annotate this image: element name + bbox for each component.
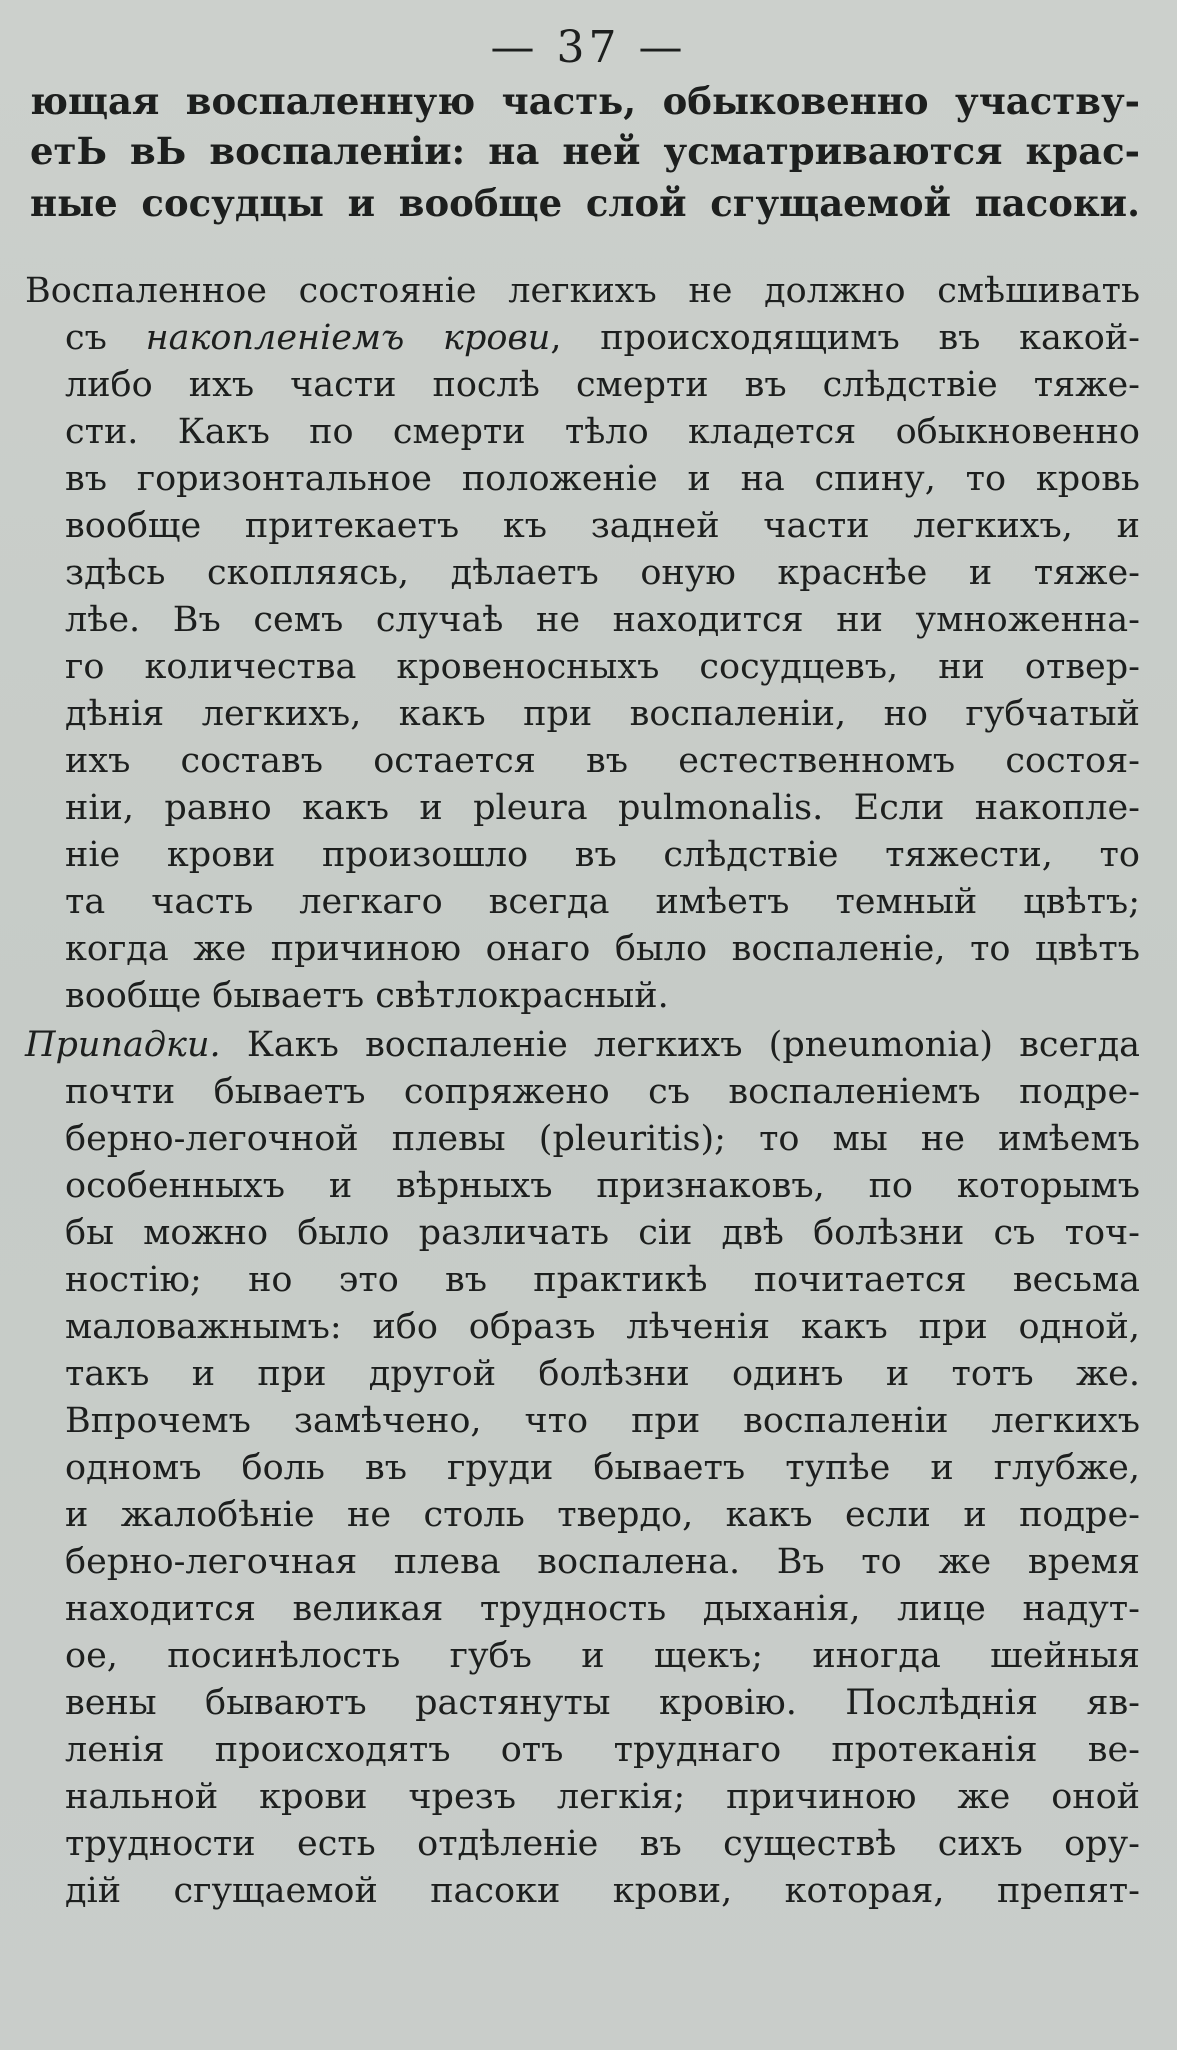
paragraph-lead-line: Воспаленное состояніе легкихъ не должно смѣшивать: [25, 271, 1140, 311]
text-line: и жалобѣніе не столь твердо, какъ если и подре-: [65, 1495, 1140, 1535]
text-line: берно-легочная плева воспалена. Въ то же время: [65, 1542, 1140, 1582]
text-line: ленія происходятъ отъ труднаго протеканія ве-: [65, 1730, 1140, 1770]
text-line: такъ и при другой болѣзни одинъ и тотъ же.: [65, 1354, 1140, 1394]
paragraph-lead-line: Припадки. Какъ воспаленіе легкихъ (pneumonia) всегда: [25, 1025, 1140, 1065]
text-line: сти. Какъ по смерти тѣло кладется обыкновенно: [65, 412, 1140, 452]
text-line: маловажнымъ: ибо образъ лѣченія какъ при одной,: [65, 1307, 1140, 1347]
text-line: особенныхъ и вѣрныхъ признаковъ, по которымъ: [65, 1166, 1140, 1206]
text-line: ющая воспаленную часть, обыковенно участву-: [30, 79, 1140, 123]
text-line: дій сгущаемой пасоки крови, которая, препят-: [65, 1871, 1140, 1911]
text-line: ніе крови произошло въ слѣдствіе тяжести, то: [65, 835, 1140, 875]
text-line: здѣсь скопляясь, дѣлаетъ оную краснѣе и тяже-: [65, 553, 1140, 593]
text-line: етЬ вЬ воспаленіи: на ней усматриваются крас-: [30, 129, 1140, 173]
emphasis-term: накопленіемъ крови: [145, 318, 551, 358]
text-line: почти бываетъ сопряжено съ воспаленіемъ подре-: [65, 1072, 1140, 1112]
text-line: та часть легкаго всегда имѣетъ темный цвѣтъ;: [65, 882, 1140, 922]
section-heading: Припадки.: [25, 1025, 221, 1065]
text-line: трудности есть отдѣленіе въ существѣ сихъ ору-: [65, 1824, 1140, 1864]
text-line: го количества кровеносныхъ сосудцевъ, ни отвер-: [65, 647, 1140, 687]
text-line: Впрочемъ замѣчено, что при воспаленіи легкихъ: [65, 1401, 1140, 1441]
text-line: либо ихъ части послѣ смерти въ слѣдствіе тяже-: [65, 365, 1140, 405]
page-number: — 37 —: [490, 22, 687, 73]
text-line: ные сосудцы и вообще слой сгущаемой пасоки.: [30, 181, 1140, 225]
text-line: бы можно было различать сіи двѣ болѣзни съ точ-: [65, 1213, 1140, 1253]
text-line: вены бываютъ растянуты кровію. Послѣднія яв-: [65, 1683, 1140, 1723]
text-line: находится великая трудность дыханія, лице надут-: [65, 1589, 1140, 1629]
text-line: вообще притекаетъ къ задней части легкихъ, и: [65, 506, 1140, 546]
text-line: ое, посинѣлость губъ и щекъ; иногда шейныя: [65, 1636, 1140, 1676]
text-line: ихъ составъ остается въ естественномъ состоя-: [65, 741, 1140, 781]
text-line: вообще бываетъ свѣтлокрасный.: [65, 976, 669, 1016]
text-line: одномъ боль въ груди бываетъ тупѣе и глубже,: [65, 1448, 1140, 1488]
text-line: лѣе. Въ семъ случаѣ не находится ни умноженна-: [65, 600, 1140, 640]
text-line: нальной крови чрезъ легкія; причиною же оной: [65, 1777, 1140, 1817]
text-line: дѣнія легкихъ, какъ при воспаленіи, но губчатый: [65, 694, 1140, 734]
text-line: когда же причиною онаго было воспаленіе, то цвѣтъ: [65, 929, 1140, 969]
text-line: ніи, равно какъ и pleura pulmonalis. Если накопле-: [65, 788, 1140, 828]
text-line: берно-легочной плевы (pleuritis); то мы не имѣемъ: [65, 1119, 1140, 1159]
text-line: ностію; но это въ практикѣ почитается весьма: [65, 1260, 1140, 1300]
text-line: съ накопленіемъ крови, происходящимъ въ какой-: [65, 318, 1141, 358]
text-line: въ горизонтальное положеніе и на спину, то кровь: [65, 459, 1140, 499]
